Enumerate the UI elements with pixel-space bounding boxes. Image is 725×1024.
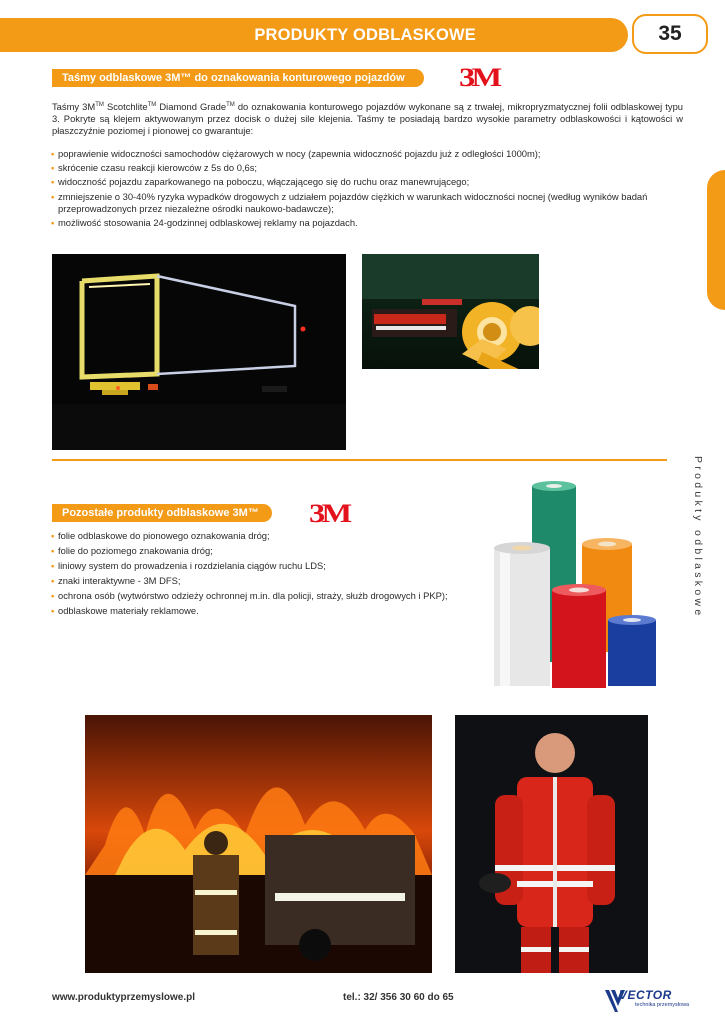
list-item: • ochrona osób (wytwórstwo odzieży ochronnej m.in. dla policji, straży, służb drogowych i PKP); [51,590,491,602]
road-worker-photo [455,715,648,973]
vector-logo-name: VECTOR [619,988,672,1002]
list-item: • znaki interaktywne - 3M DFS; [51,575,491,587]
firefighter-scene-photo [85,715,432,973]
products-list [51,530,491,621]
reflective-tape-photo [362,254,539,369]
list-item: • widoczność pojazdu zaparkowanego na poboczu, włączającego się do ruchu oraz manewrującego; [51,176,681,188]
list-item: • folie odblaskowe do pionowego oznakowania dróg; [51,530,491,542]
list-item: • możliwość stosowania 24-godzinnej odblaskowej reklamy na pojazdach. [51,217,681,229]
list-item: • odblaskowe materiały reklamowe. [51,605,491,617]
3m-logo: 3M [309,499,349,528]
truck-night-photo [52,254,346,450]
page-title: PRODUKTY ODBLASKOWE [254,26,476,44]
benefits-list [51,148,681,231]
list-item: • skrócenie czasu reakcji kierowców z 5s do 0,6s; [51,162,681,174]
footer-phone: tel.: 32/ 356 30 60 do 65 [343,992,454,1003]
footer-website: www.produktyprzemyslowe.pl [52,992,195,1003]
section-heading-other-products: Pozostałe produkty odblaskowe 3M™ [52,504,272,522]
list-item: • liniowy system do prowadzenia i rozdzielania ciągów ruchu LDS; [51,560,491,572]
list-item: • poprawienie widoczności samochodów ciężarowych w nocy (zapewnia widoczność pojazdu już z odległości 1000m); [51,148,681,160]
3m-logo: 3M [459,63,499,92]
film-rolls-photo [490,480,660,690]
vector-logo [605,988,695,1014]
side-category-label: Produkty odblaskowe [692,456,704,619]
page-number: 35 [632,14,708,54]
section-heading-contour-tapes: Taśmy odblaskowe 3M™ do oznakowania konturowego pojazdów [52,69,424,87]
section-divider [52,459,667,461]
list-item: • folie do poziomego znakowania dróg; [51,545,491,557]
list-item: • zmniejszenie o 30-40% ryzyka wypadków drogowych z udziałem pojazdów ciężkich w warunkach widoczności nocnej (według wyników badań przeprowadzonych przez niezależne ośrodki naukowo-badawcze); [51,191,681,215]
side-tab [707,170,725,310]
vector-logo-tagline: technika przemysłowa [635,1002,690,1008]
intro-paragraph: Taśmy 3M™ Scotchlite™ Diamond Grade™ do oznakowania konturowego pojazdów wykonane są z trwałej, mikropryzmatycznej folii odblaskowej typu 3. Pokryte są klejem aktywowanym przez docisk o dużej sile klejenia. Taśmy te posiadają bardzo wysokie parametry odblaskowości i kątowości w płaszczyźnie poziomej i pionowej co gwarantuje: [52,101,683,137]
